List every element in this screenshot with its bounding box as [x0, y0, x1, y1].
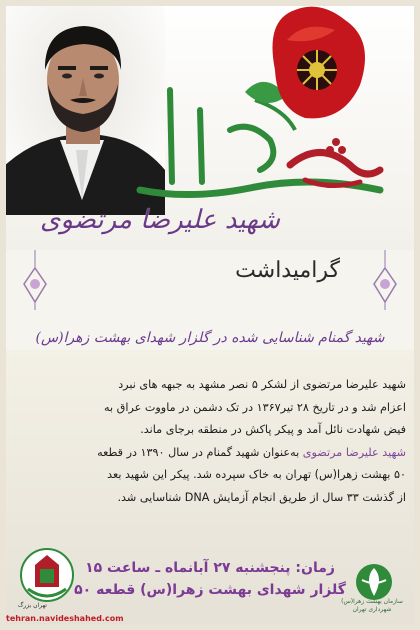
body-line: اعزام شد و در تاریخ ۲۸ تیر۱۳۶۷ در تک دشمن در ماووت عراق به [104, 400, 406, 414]
subtitle: شهید گمنام شناسایی شده در گلزار شهدای بهشت زهرا(س) [35, 330, 385, 346]
ornament-right-icon [372, 250, 398, 310]
ceremony-time: زمان: پنجشنبه ۲۷ آبانماه ـ ساعت ۱۵ [85, 560, 335, 576]
body-line [14, 442, 406, 465]
left-logo-caption: تهران بزرگ [18, 602, 47, 609]
body-paragraph [14, 374, 406, 509]
right-logo-caption: سازمان بهشت زهرا(س) شهرداری تهران [341, 598, 403, 613]
martyr-name: شهید علیرضا مرتضوی [40, 205, 280, 235]
body-line: شهید علیرضا مرتضوی از لشکر ۵ نصر مشهد به جبهه های نبرد [118, 378, 406, 391]
ceremony-place: گلزار شهدای بهشت زهرا(س) قطعه ۵۰ [74, 582, 346, 598]
website-link[interactable]: tehran.navideshahed.com [6, 614, 124, 623]
calligraphy-title-artwork [130, 70, 390, 210]
tribute-heading: گرامیداشت [235, 258, 340, 283]
ornament-left-icon [22, 250, 48, 310]
body-line: از گذشت ۳۳ سال از طریق انجام آزمایش DNA شناسایی شد. [117, 490, 406, 504]
body-line: فیض شهادت نائل آمد و پیکر پاکش در منطقه برجای ماند. [140, 423, 406, 436]
body-line: ۵۰ بهشت زهرا(س) تهران به خاک سپرده شد. پیکر این شهید بعد [107, 468, 406, 481]
highlighted-name: شهید علیرضا مرتضوی [302, 445, 406, 459]
body-line-rest: به‌عنوان شهید گمنام در سال ۱۳۹۰ در قطعه [97, 445, 303, 459]
